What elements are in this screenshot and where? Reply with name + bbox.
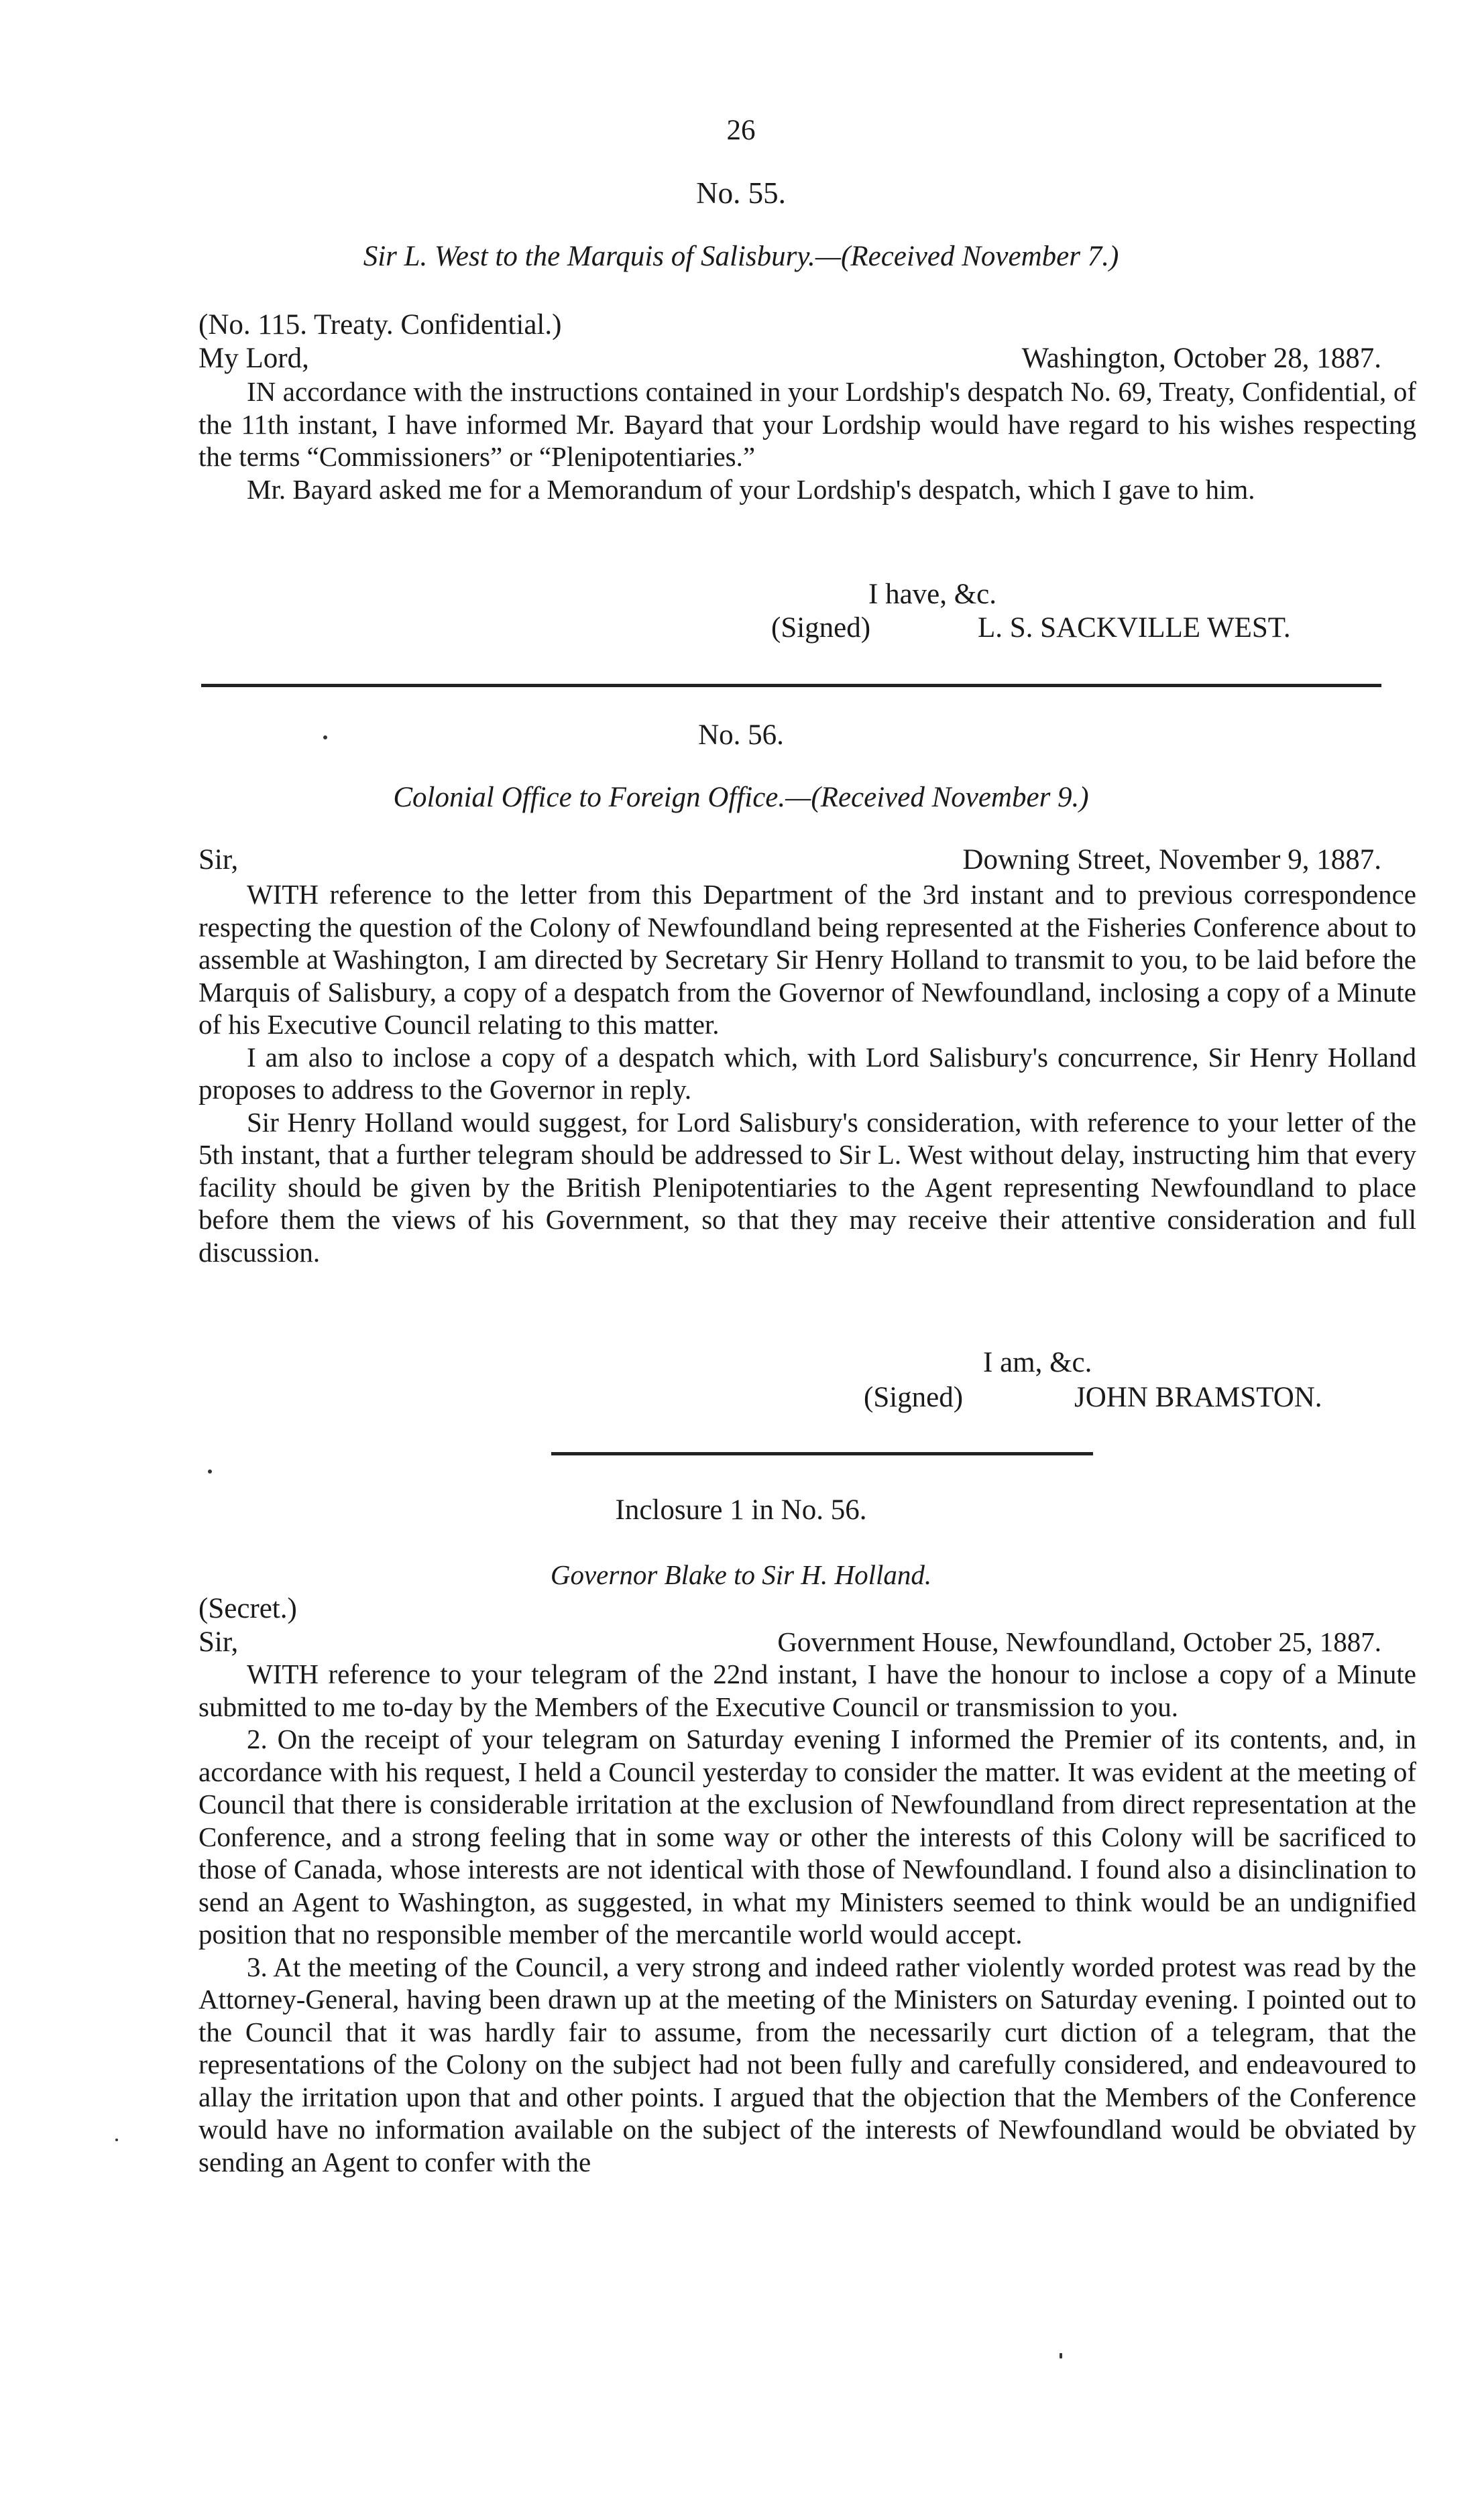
inclosure-place-date: Government House, Newfoundland, October 25, 1887. [777, 1626, 1381, 1657]
doc55-paragraph: Mr. Bayard asked me for a Memorandum of your Lordship's despatch, which I gave to him. [247, 473, 1255, 505]
inclosure-salutation: Sir, [198, 1626, 239, 1658]
inclosure-paragraph: 2. On the receipt of your telegram on Saturday evening I informed the Premier of its contents, and, in accordance with his request, I held a Council yesterday to consider the matter. It was evident at the meeting of Council that there is considerable irritation at the exclusion of Newfoundland from direct representation at the Conference, and a strong feeling that in some way or other the interests of this Colony will be sacrificed to those of Canada, whose interests are not identical with those of Newfoundland. I found also a disinclination to send an Agent to Washington, as suggested, in what my Ministers seemed to think would be an undignified position that no responsible member of the mercantile world would accept. [198, 1724, 1416, 1949]
page-mark [1060, 2353, 1062, 2358]
doc55-heading: No. 55. [696, 176, 786, 210]
inclosure-ref: (Secret.) [198, 1593, 297, 1624]
doc55-subheading-name: Sir L. West to the Marquis of Salisbury. [363, 241, 815, 272]
doc55-ref-row [198, 308, 1416, 342]
inclosure-heading: Inclosure 1 in No. 56. [615, 1494, 867, 1526]
doc56-subheading-name: Colonial Office to Foreign Office. [393, 782, 786, 813]
doc56-paragraph: WITH reference to the letter from this Department of the 3rd instant and to previous correspondence respecting the question of the Colony of Newfoundland being represented at the Fisheries Conference about to assemble at Washington, I am directed by Secretary Sir Henry Holland to transmit to you, to be laid before the Marquis of Salisbury, a copy of a despatch from the Governor of Newfoundland, inclosing a copy of a Minute of his Executive Council relating to this matter. [198, 879, 1416, 1040]
doc55-salutation-row [198, 342, 1416, 375]
inclosure-paragraph: WITH reference to your telegram of the 22nd instant, I have the honour to inclose a copy of a Minute submitted to me to-day by the Members of the Executive Council or transmission to you. [198, 1659, 1416, 1722]
inclosure-salutation-row [198, 1626, 1416, 1659]
doc55-subheading [0, 240, 1482, 273]
inclosure-ref-row [198, 1592, 1416, 1626]
doc56-salutation-row [198, 843, 1416, 877]
inclosure-body [198, 1658, 1416, 2178]
section-rule [551, 1452, 1093, 1455]
doc55-closing: I have, &c. [868, 579, 997, 610]
doc55-subheading-received: —(Received November 7.) [815, 241, 1119, 272]
doc55-ref: (No. 115. Treaty. Confidential.) [198, 309, 562, 341]
doc55-paragraph: IN accordance with the instructions contained in your Lordship's despatch No. 69, Treaty, Confidential, of the 11th instant, I have informed Mr. Bayard that your Lordship would have regard to his wishes respecting the terms “Commissioners” or “Plenipotentiaries.” [198, 376, 1416, 472]
doc56-paragraph: I am also to inclose a copy of a despatch which, with Lord Salisbury's concurrence, Sir Henry Holland proposes to address to the Governor in reply. [198, 1041, 1416, 1105]
doc55-signed: (Signed) [771, 612, 871, 644]
inclosure-paragraph: 3. At the meeting of the Council, a very strong and indeed rather violently worded protest was read by the Attorney-General, having been drawn up at the meeting of the Ministers on Saturday evening. I pointed out to the Council that it was hardly fair to assume, from the necessarily curt diction of a telegram, that the representations of the Colony on the subject had not been fully and carefully considered, and endeavoured to allay the irritation upon that and other points. I argued that the objection that the Members of the Conference would have no information available on the subject of the interests of Newfoundland would be obviated by sending an Agent to confer with the [198, 1951, 1416, 2177]
doc56-place-date: Downing Street, November 9, 1887. [962, 844, 1381, 876]
section-rule [201, 684, 1381, 687]
doc56-signed: (Signed) [864, 1382, 964, 1413]
doc55-signatory: L. S. SACKVILLE WEST. [978, 612, 1291, 644]
page-mark [208, 1469, 212, 1474]
doc56-subheading [0, 781, 1482, 814]
doc56-salutation: Sir, [198, 844, 239, 876]
doc56-signatory: JOHN BRAMSTON. [1074, 1382, 1322, 1413]
doc55-place-date: Washington, October 28, 1887. [1021, 343, 1381, 374]
doc56-closing: I am, &c. [983, 1347, 1092, 1378]
doc56-body [198, 878, 1416, 1268]
doc55-salutation: My Lord, [198, 343, 309, 374]
doc56-subheading-received: —(Received November 9.) [785, 782, 1089, 813]
doc55-body [198, 375, 1416, 505]
inclosure-subheading: Governor Blake to Sir H. Holland. [550, 1559, 932, 1590]
doc56-paragraph: Sir Henry Holland would suggest, for Lord Salisbury's consideration, with reference to your letter of the 5th instant, that a further telegram should be addressed to Sir L. West without delay, instructing him that every facility should be given by the British Plenipotentiaries to the Agent representing Newfoundland to place before them the views of his Government, so that they may receive their attentive consideration and full discussion. [198, 1106, 1416, 1268]
page-number: 26 [726, 115, 756, 146]
doc56-heading: No. 56. [698, 719, 784, 751]
margin-mark [115, 2139, 118, 2141]
